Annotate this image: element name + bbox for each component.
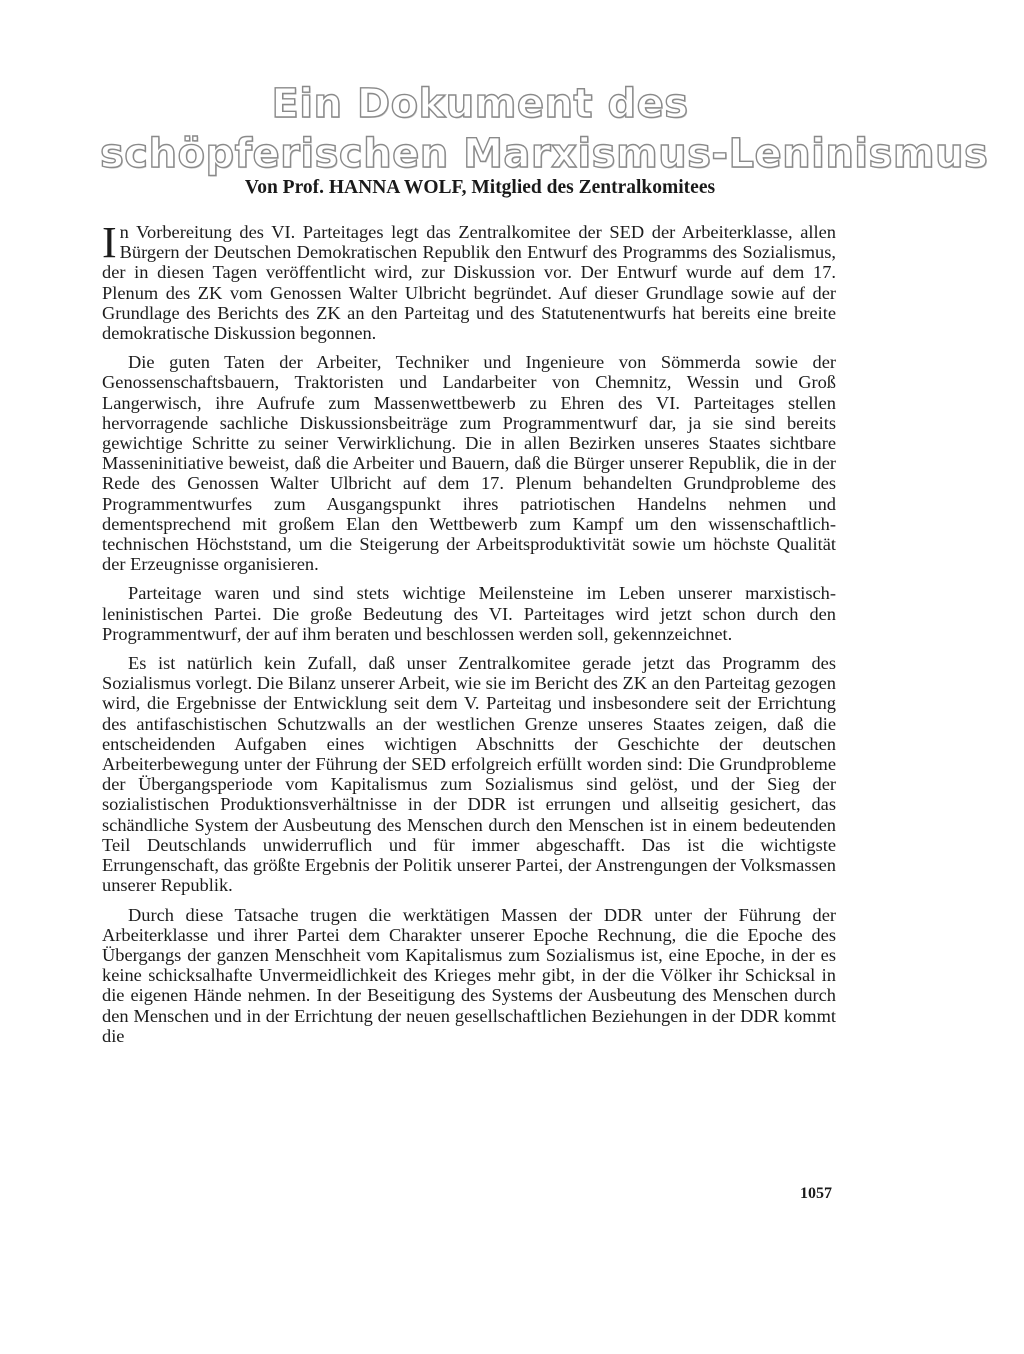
article-title-line-2: schöpferischen Marxismus-Leninismus (100, 130, 989, 177)
article-title (100, 79, 989, 179)
page-number: 1057 (800, 1185, 832, 1202)
paragraph-1-text: n Vorbereitung des VI. Parteitages legt das Zentralkomitee der SED der Arbeiterklasse, allen Bürgern der Deutschen Demokratischen Republik den Entwurf des Programms des Sozialismus, der in diesen Tagen veröffentlicht wird, zur Diskussion vor. Der Entwurf wurde auf dem 17. Plenum des ZK vom Genossen Walter Ulbricht begründet. Auf dieser Grundlage sowie auf der Grundlage des Berichts des ZK an den Parteitag und des Statutenentwurfs hat bereits eine breite demokratische Diskussion begonnen. (102, 222, 836, 344)
paragraph-3: Parteitage waren und sind stets wichtige Meilensteine im Leben unserer marxistisch-leninistischen Partei. Die große Bedeutung des VI. Parteitages wird jetzt schon durch den Programmentwurf, der auf ihm beraten und beschlossen werden soll, gekennzeichnet. (102, 583, 836, 644)
paragraph-2: Die guten Taten der Arbeiter, Techniker und Ingenieure von Sömmerda sowie der Genossenschaftsbauern, Traktoristen und Landarbeiter von Chemnitz, Wessin und Groß Langerwisch, ihre Aufrufe zum Massenwettbewerb zu Ehren des VI. Parteitages stellen hervorragende sachliche Diskussionsbeiträge zum Programmentwurf dar, ja sie sind bereits gewichtige Schritte zu seiner Verwirklichung. Die in allen Bezirken unseres Staates sichtbare Masseninitiative beweist, daß die Arbeiter und Bauern, daß die Bürger unserer Republik, die in der Rede des Genossen Walter Ulbricht auf dem 17. Plenum behandelten Grundprobleme des Programmentwurfes zum Ausgangspunkt ihres patriotischen Handelns nehmen und dementsprechend mit großem Elan den Wettbewerb zum Kampf um den wissenschaftlich-technischen Höchststand, um die Steigerung der Arbeitsproduktivität sowie um höchste Qualität der Erzeugnisse organisieren. (102, 352, 836, 575)
paragraph-5: Durch diese Tatsache trugen die werktätigen Massen der DDR unter der Führung der Arbeiterklasse und ihrer Partei dem Charakter unserer Epoche Rechnung, die die Epoche des Übergangs der ganzen Menschheit vom Kapitalismus zum Sozialismus ist, eine Epoche, in der es keine schicksalhafte Unvermeidlichkeit des Krieges mehr gibt, in der die Völker ihr Schicksal in die eigenen Hände nehmen. In der Beseitigung des Systems der Ausbeutung des Menschen durch den Menschen und in der Errichtung der neuen gesellschaftlichen Beziehungen in der DDR kommt die (102, 904, 836, 1046)
author-byline: Von Prof. HANNA WOLF, Mitglied des Zentralkomitees (244, 177, 716, 198)
paragraph-1 (102, 218, 836, 344)
drop-cap: I (102, 218, 117, 267)
paragraph-4: Es ist natürlich kein Zufall, daß unser Zentralkomitee gerade jetzt das Programm des Sozialismus vorlegt. Die Bilanz unserer Arbeit, wie sie im Bericht des ZK an den Parteitag gezogen wird, die Ergebnisse der Entwicklung seit dem V. Parteitag und insbesondere seit der Errichtung des antifaschistischen Schutzwalls an der westlichen Grenze unseres Staates zeigen, daß die entscheidenden Aufgaben eines wichtigen Abschnitts der Geschichte der deutschen Arbeiterbewegung unter der Führung der SED erfolgreich erfüllt worden sind: Die Grundprobleme der Übergangsperiode vom Kapitalismus zum Sozialismus sind gelöst, und der Sieg der sozialistischen Produktionsverhältnisse in der DDR ist errungen und allseitig gesichert, das schändliche System der Ausbeutung des Menschen durch den Menschen ist in einem bedeutenden Teil Deutschlands unwiderruflich und für immer abgeschafft. Das ist die wichtigste Errungenschaft, das größte Ergebnis der Politik unserer Partei, der Anstrengungen der Volksmassen unserer Republik. (102, 653, 836, 896)
article-title-line-1: Ein Dokument des (271, 80, 689, 127)
article-body (102, 218, 836, 1055)
